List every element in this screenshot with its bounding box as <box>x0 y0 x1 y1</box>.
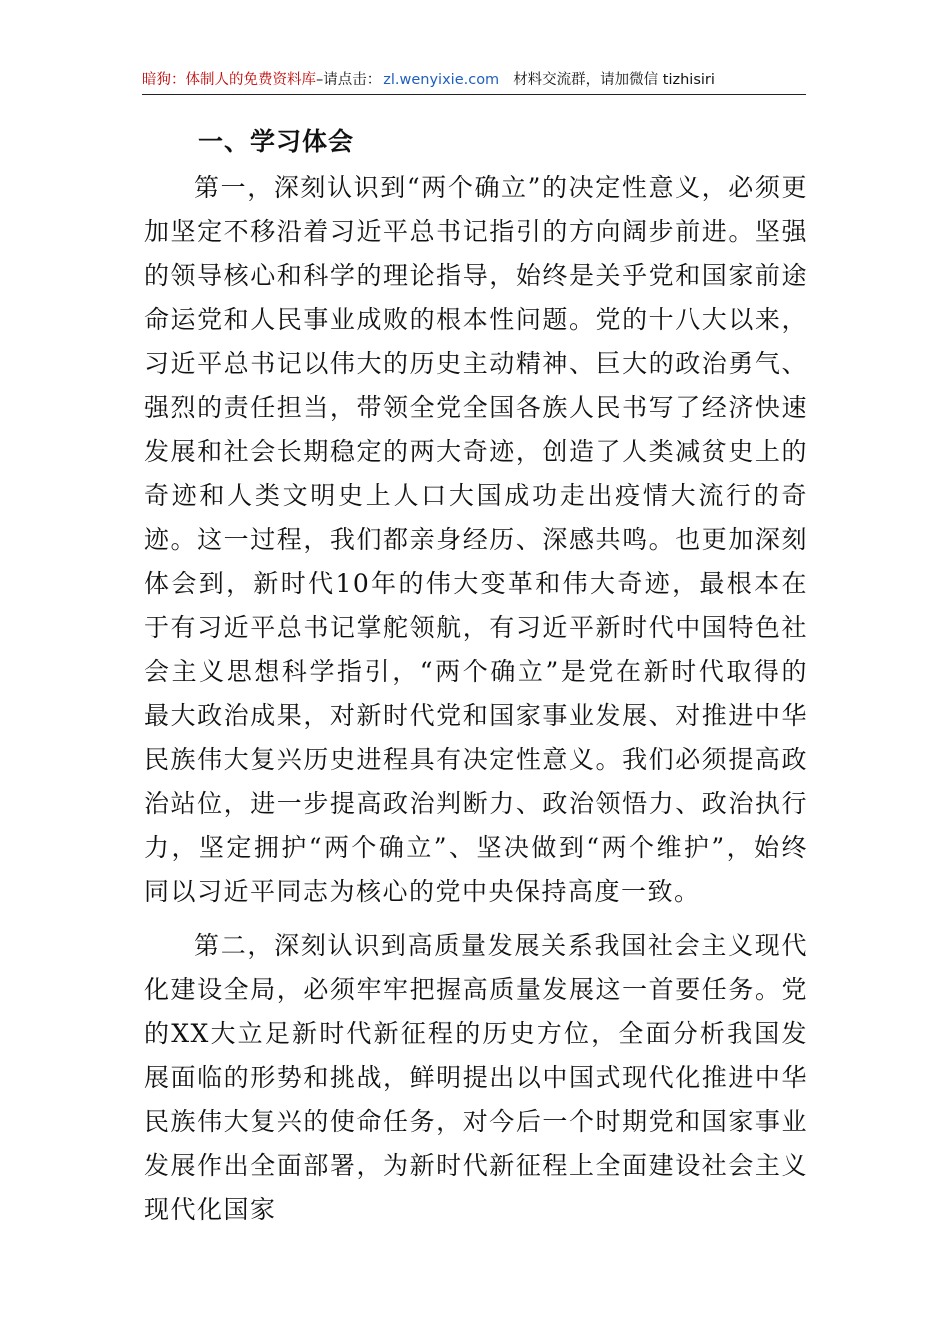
paragraph-second: 第二，深刻认识到高质量发展关系我国社会主义现代化建设全局，必须牢牢把握高质量发展这一首要任务。党的XX大立足新时代新征程的历史方位，全面分析我国发展面临的形势和挑战，鲜明提出以中国式现代化推进中华民族伟大复兴的使命任务，对今后一个时期党和国家事业发展作出全面部署，为新时代新征程上全面建设社会主义现代化国家 <box>144 931 808 1224</box>
section-heading: 一、学习体会 <box>198 127 355 156</box>
page-header <box>142 68 806 92</box>
header-divider <box>142 94 806 95</box>
header-prompt: –请点击： <box>316 72 382 88</box>
header-url-link[interactable]: zl.wenyixie.com <box>383 72 500 88</box>
header-brand: 暗狗：体制人的免费资料库 <box>142 72 316 88</box>
paragraph-first: 第一，深刻认识到“两个确立”的决定性意义，必须更加坚定不移沿着习近平总书记指引的方向阔步前进。坚强的领导核心和科学的理论指导，始终是关乎党和国家前途命运党和人民事业成败的根本性问题。党的十八大以来，习近平总书记以伟大的历史主动精神、巨大的政治勇气、强烈的责任担当，带领全党全国各族人民书写了经济快速发展和社会长期稳定的两大奇迹，创造了人类减贫史上的奇迹和人类文明史上人口大国成功走出疫情大流行的奇迹。这一过程，我们都亲身经历、深感共鸣。也更加深刻体会到，新时代10年的伟大变革和伟大奇迹，最根本在于有习近平总书记掌舵领航，有习近平新时代中国特色社会主义思想科学指引，“两个确立”是党在新时代取得的最大政治成果，对新时代党和国家事业发展、对推进中华民族伟大复兴历史进程具有决定性意义。我们必须提高政治站位，进一步提高政治判断力、政治领悟力、政治执行力，坚定拥护“两个确立”、坚决做到“两个维护”，始终同以习近平同志为核心的党中央保持高度一致。 <box>144 173 809 906</box>
header-contact: 材料交流群，请加微信 tizhisiri <box>513 72 715 88</box>
